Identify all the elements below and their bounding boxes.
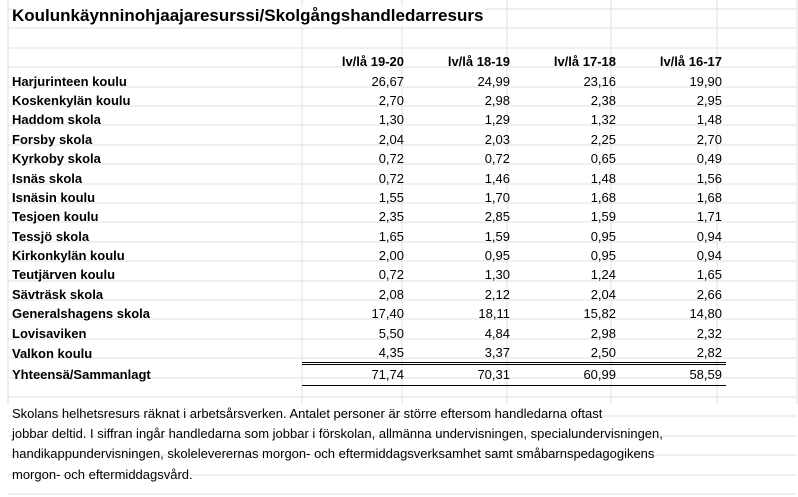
footnote-line[interactable]: morgon- och eftermiddagsvård. [12,466,193,482]
value-cell[interactable]: 14,80 [689,306,722,322]
value-cell[interactable]: 15,82 [583,306,616,322]
value-cell[interactable]: 1,24 [590,267,616,283]
value-cell[interactable]: 1,29 [484,112,510,128]
value-cell[interactable]: 2,12 [484,286,510,302]
value-cell[interactable]: 1,59 [590,209,616,225]
value-cell[interactable]: 2,70 [378,92,404,108]
value-cell[interactable]: 4,35 [378,345,404,361]
table-row [8,149,726,168]
value-cell[interactable]: 2,08 [378,286,404,302]
header-row [8,52,726,71]
table-row [8,227,726,246]
value-cell[interactable]: 0,95 [484,248,510,264]
value-cell[interactable]: 1,32 [590,112,616,128]
table-row [8,110,726,129]
value-cell[interactable]: 2,82 [696,345,722,361]
table-row [8,188,726,207]
table-row [8,246,726,265]
column-header[interactable]: lv/lå 18-19 [447,54,510,70]
school-name-cell[interactable]: Isnäs skola [12,170,83,186]
school-name-cell[interactable]: Valkon koulu [12,345,93,361]
value-cell[interactable]: 1,68 [590,189,616,205]
value-cell[interactable]: 0,95 [590,228,616,244]
column-header[interactable]: lv/lå 19-20 [341,54,404,70]
footnote [8,404,764,485]
value-cell[interactable]: 24,99 [477,73,510,89]
value-cell[interactable]: 26,67 [371,73,404,89]
value-cell[interactable]: 2,66 [696,286,722,302]
table-row [8,130,726,149]
value-cell[interactable]: 2,35 [378,209,404,225]
table-row [8,285,726,304]
value-cell[interactable]: 2,04 [378,131,404,147]
value-cell[interactable]: 0,72 [378,267,404,283]
value-cell[interactable]: 2,70 [696,131,722,147]
sheet-title: Koulunkäynninohjaajaresurssi/Skolgångshandledarresurs [12,6,484,25]
value-cell[interactable]: 2,85 [484,209,510,225]
value-cell[interactable]: 2,38 [590,92,616,108]
value-cell[interactable]: 2,95 [696,92,722,108]
column-header[interactable]: lv/lå 16-17 [659,54,722,70]
value-cell[interactable]: 1,48 [696,112,722,128]
value-cell[interactable]: 17,40 [371,306,404,322]
footnote-line[interactable]: handikappundervisningen, skoleleverernas morgon- och eftermiddagsverksamhet samt småbarnspedagogikens [12,446,655,462]
value-cell[interactable]: 1,59 [484,228,510,244]
value-cell[interactable]: 1,46 [484,170,510,186]
table-row [8,343,726,364]
value-cell[interactable]: 2,04 [590,286,616,302]
footnote-line[interactable]: jobbar deltid. I siffran ingår handledarna som jobbar i förskolan, allmänna undervisningen, specialundervisningen, [12,426,663,442]
school-name-cell[interactable]: Yhteensä/Sammanlagt [12,366,151,382]
value-cell[interactable]: 0,95 [590,248,616,264]
value-cell[interactable]: 1,65 [378,228,404,244]
value-cell[interactable]: 4,84 [484,325,510,341]
value-cell[interactable]: 18,11 [478,306,510,322]
value-cell[interactable]: 2,50 [590,345,616,361]
value-cell[interactable]: 1,55 [378,189,404,205]
header-blank-cell [8,52,302,71]
value-cell[interactable]: 1,65 [696,267,722,283]
value-cell[interactable]: 2,98 [484,92,510,108]
value-cell[interactable]: 0,72 [378,151,404,167]
value-cell[interactable]: 71,74 [302,364,408,385]
value-cell[interactable]: 0,49 [696,151,722,167]
value-cell[interactable]: 1,48 [590,170,616,186]
school-name-cell[interactable]: Harjurinteen koulu [12,73,127,89]
value-cell[interactable]: 0,72 [484,151,510,167]
value-cell[interactable]: 0,94 [696,228,722,244]
footnote-line[interactable]: Skolans helhetsresurs räknat i arbetsårsverken. Antalet personer är större eftersom handledarna oftast [12,406,603,421]
value-cell[interactable]: 2,25 [590,131,616,147]
value-cell[interactable]: 70,31 [408,364,514,385]
school-name-cell[interactable]: Forsby skola [12,131,93,147]
value-cell[interactable]: 0,65 [590,151,616,167]
value-cell[interactable]: 1,68 [696,189,722,205]
table-row [8,304,726,323]
value-cell[interactable]: 23,16 [583,73,616,89]
value-cell[interactable]: 19,90 [689,73,722,89]
table-row [8,91,726,110]
total-row [8,364,726,385]
school-name-cell[interactable]: Tesjoen koulu [12,209,99,225]
table-row [8,207,726,226]
table-row [8,265,726,284]
school-name-cell[interactable]: Teutjärven koulu [12,267,116,283]
table-row [8,71,726,90]
value-cell[interactable]: 0,94 [696,248,722,264]
value-cell[interactable]: 1,30 [484,267,510,283]
school-name-cell[interactable]: Koskenkylän koulu [12,92,131,108]
resource-table [8,52,726,386]
school-name-cell[interactable]: Haddom skola [12,112,101,128]
value-cell[interactable]: 1,70 [484,189,510,205]
value-cell[interactable]: 60,99 [514,364,620,385]
value-cell[interactable]: 2,98 [590,325,616,341]
table-row [8,168,726,187]
school-name-cell[interactable]: Tessjö skola [12,228,90,244]
column-header[interactable]: lv/lå 17-18 [553,54,616,70]
school-name-cell[interactable]: Isnäsin koulu [12,189,96,205]
value-cell[interactable]: 3,37 [484,345,510,361]
school-name-cell[interactable]: Generalshagens skola [12,306,151,322]
school-name-cell[interactable]: Kirkonkylän koulu [12,248,125,264]
school-name-cell[interactable]: Lovisaviken [12,325,87,341]
value-cell[interactable]: 2,00 [378,248,404,264]
school-name-cell[interactable]: Sävträsk skola [12,286,104,302]
value-cell[interactable]: 1,56 [696,170,722,186]
value-cell[interactable]: 1,71 [696,209,722,225]
value-cell[interactable]: 58,59 [620,364,726,385]
school-name-cell[interactable]: Kyrkoby skola [12,151,101,167]
value-cell[interactable]: 1,30 [378,112,404,128]
value-cell[interactable]: 2,03 [484,131,510,147]
value-cell[interactable]: 2,32 [696,325,722,341]
value-cell[interactable]: 0,72 [378,170,404,186]
value-cell[interactable]: 5,50 [378,325,404,341]
table-row [8,323,726,342]
